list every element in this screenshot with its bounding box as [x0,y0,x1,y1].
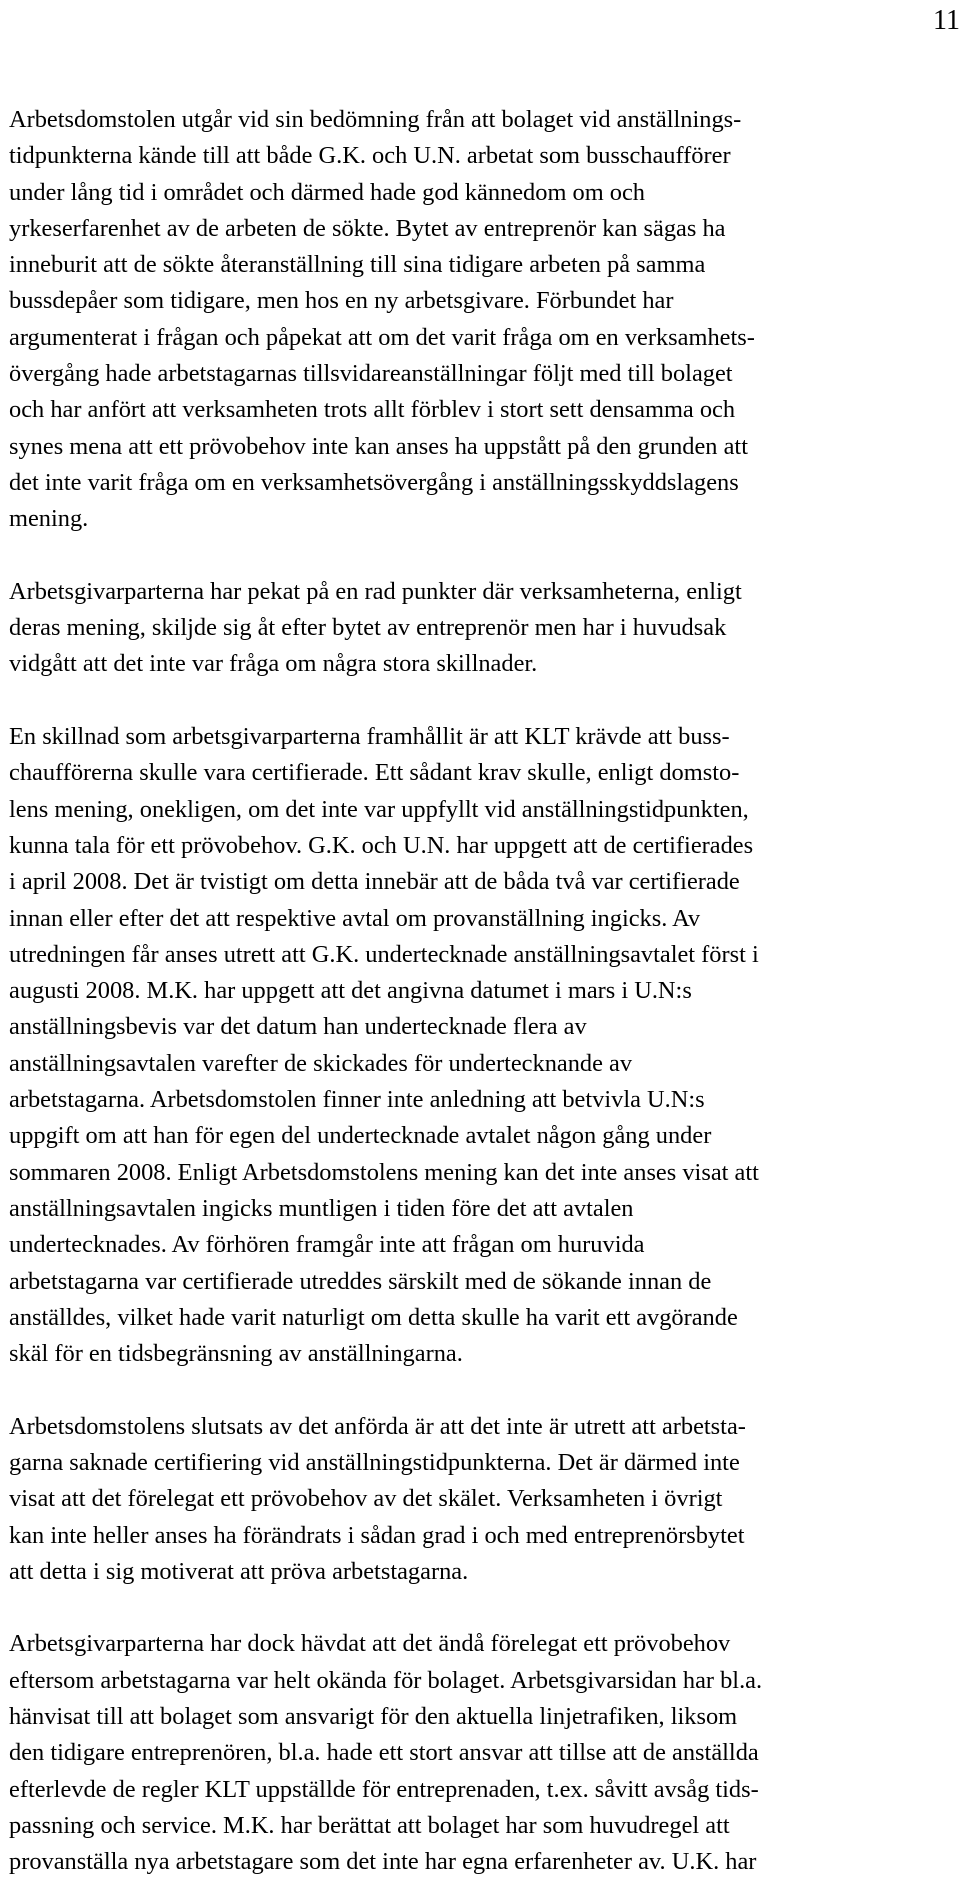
paragraph [9,1626,949,1880]
text-line: under lång tid i området och därmed hade god kännedom om och [9,178,646,206]
text-line: passning och service. M.K. har berättat att bolaget har som huvudregel att [9,1811,730,1839]
text-line: visat att det förelegat ett prövobehov av det skälet. Verksamheten i övrigt [9,1485,723,1513]
text-line: chaufförerna skulle vara certifierade. Ett sådant krav skulle, enligt domsto- [9,759,740,787]
text-line: garna saknade certifiering vid anställningstidpunkterna. Det är därmed inte [9,1448,740,1476]
text-line: lens mening, onekligen, om det inte var uppfyllt vid anställningstidpunkten, [9,795,749,823]
paragraph [9,102,949,538]
text-line: arbetstagarna. Arbetsdomstolen finner inte anledning att betvivla U.N:s [9,1086,705,1114]
text-line: Arbetsdomstolens slutsats av det anförda är att det inte är utrett att arbetsta- [9,1412,746,1440]
text-line: En skillnad som arbetsgivarparterna framhållit är att KLT krävde att buss- [9,723,730,751]
text-line: och har anfört att verksamheten trots allt förblev i stort sett densamma och [9,396,736,424]
text-line: i april 2008. Det är tvistigt om detta innebär att de båda två var certifierade [9,868,740,896]
text-line: tidpunkterna kände till att både G.K. och U.N. arbetat som busschaufförer [9,142,731,170]
text-line: Arbetsgivarparterna har pekat på en rad punkter där verksamheterna, enligt [9,577,742,605]
text-line: argumenterat i frågan och påpekat att om det varit fråga om en verksamhets- [9,323,755,351]
paragraph [9,1409,949,1590]
text-line: provanställa nya arbetstagare som det inte har egna erfarenheter av. U.K. har [9,1848,757,1876]
text-line: uppgift om att han för egen del undertecknade avtalet någon gång under [9,1122,712,1150]
text-line: yrkeserfarenhet av de arbeten de sökte. Bytet av entreprenör kan sägas ha [9,214,726,242]
text-line: anställningsavtalen ingicks muntligen i tiden före det att avtalen [9,1194,634,1222]
text-line: utredningen får anses utrett att G.K. undertecknade anställningsavtalet först i [9,940,759,968]
body-text [9,102,949,1881]
text-line: deras mening, skiljde sig åt efter bytet av entreprenör men har i huvudsak [9,614,727,642]
text-line: hänvisat till att bolaget som ansvarigt för den aktuella linjetrafiken, liksom [9,1703,738,1731]
text-line: bussdepåer som tidigare, men hos en ny arbetsgivare. Förbundet har [9,287,674,315]
text-line: synes mena att ett prövobehov inte kan anses ha uppstått på den grunden att [9,432,748,460]
text-line: inneburit att de sökte återanställning till sina tidigare arbeten på samma [9,251,706,279]
text-line: skäl för en tidsbegränsning av anställningarna. [9,1340,463,1368]
text-line: anställningsbevis var det datum han undertecknade flera av [9,1013,587,1041]
text-line: den tidigare entreprenören, bl.a. hade ett stort ansvar att tillse att de anställda [9,1739,759,1767]
text-line: sommaren 2008. Enligt Arbetsdomstolens mening kan det inte anses visat att [9,1158,759,1186]
paragraph [9,574,949,683]
text-line: augusti 2008. M.K. har uppgett att det angivna datumet i mars i U.N:s [9,977,692,1005]
text-line: efterlevde de regler KLT uppställde för entreprenaden, t.ex. såvitt avsåg tids- [9,1775,759,1803]
text-line: arbetstagarna var certifierade utreddes särskilt med de sökande innan de [9,1267,712,1295]
text-line: Arbetsgivarparterna har dock hävdat att det ändå förelegat ett prövobehov [9,1630,731,1658]
text-line: det inte varit fråga om en verksamhetsövergång i anställningsskyddslagens [9,468,739,496]
text-line: Arbetsdomstolen utgår vid sin bedömning från att bolaget vid anställnings- [9,106,742,133]
text-line: kunna tala för ett prövobehov. G.K. och U.N. har uppgett att de certifierades [9,831,754,859]
text-line: undertecknades. Av förhören framgår inte att frågan om huruvida [9,1231,645,1259]
text-line: att detta i sig motiverat att pröva arbetstagarna. [9,1557,469,1585]
text-line: eftersom arbetstagarna var helt okända för bolaget. Arbetsgivarsidan har bl.a. [9,1666,763,1694]
text-line: innan eller efter det att respektive avtal om provanställning ingicks. Av [9,904,701,932]
page-number: 11 [933,5,960,36]
text-line: övergång hade arbetstagarnas tillsvidareanställningar följt med till bolaget [9,360,733,388]
text-line: anställningsavtalen varefter de skickades för undertecknande av [9,1049,633,1077]
text-line: vidgått att det inte var fråga om några stora skillnader. [9,650,538,678]
text-line: kan inte heller anses ha förändrats i sådan grad i och med entreprenörsbytet [9,1521,745,1549]
text-line: anställdes, vilket hade varit naturligt om detta skulle ha varit ett avgörande [9,1303,738,1331]
paragraph [9,719,949,1372]
text-line: mening. [9,505,89,533]
